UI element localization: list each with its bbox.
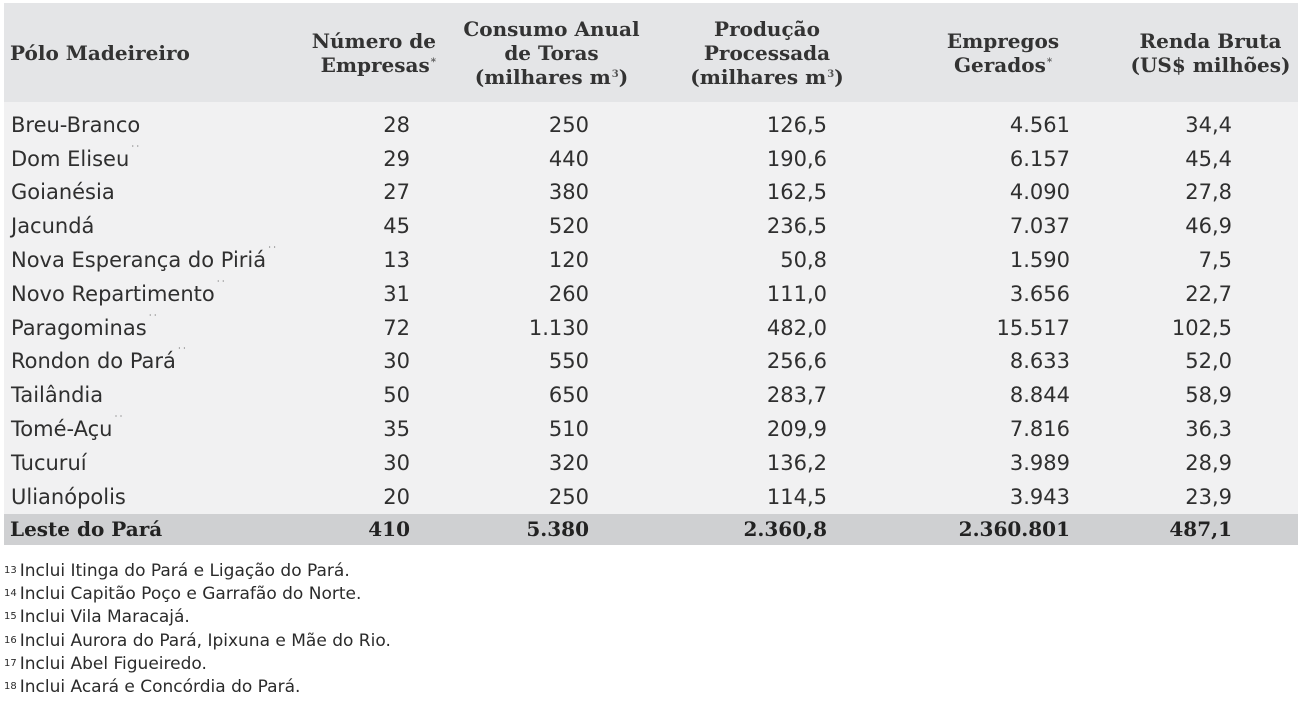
table-row [4, 378, 1298, 412]
cell-consumo: 120 [444, 243, 669, 277]
cell-consumo: 520 [444, 209, 669, 243]
footnotes [4, 560, 391, 699]
cell-renda: 22,7 [1113, 277, 1298, 311]
cell-empresas: 45 [304, 209, 444, 243]
cell-producao: 209,9 [669, 412, 901, 446]
footnote-number: 17 [4, 657, 17, 669]
footnote-ref-mark: ˙˙ [176, 347, 187, 359]
cell-polo-name: Dom Eliseu˙˙ [4, 142, 304, 176]
table-row [4, 243, 1298, 277]
cell-total-empregos: 2.360.801 [901, 514, 1113, 545]
footnote-ref-mark: ˙˙ [267, 246, 278, 258]
cell-producao: 256,6 [669, 345, 901, 379]
cell-consumo: 320 [444, 446, 669, 480]
cell-renda: 34,4 [1113, 102, 1298, 142]
footnote-number: 14 [4, 588, 17, 600]
table-row [4, 412, 1298, 446]
cell-consumo: 510 [444, 412, 669, 446]
cell-empresas: 31 [304, 277, 444, 311]
footnote-number: 15 [4, 611, 17, 623]
footnote-text: Inclui Abel Figueiredo. [19, 653, 207, 674]
cell-producao: 136,2 [669, 446, 901, 480]
footnote-number: 16 [4, 634, 17, 646]
cell-empresas: 13 [304, 243, 444, 277]
cell-polo-name: Rondon do Pará˙˙ [4, 345, 304, 379]
cell-renda: 58,9 [1113, 378, 1298, 412]
cell-polo-name: Nova Esperança do Piriá˙˙ [4, 243, 304, 277]
cell-empresas: 27 [304, 176, 444, 210]
cell-total-name: Leste do Pará [4, 514, 304, 545]
cell-renda: 27,8 [1113, 176, 1298, 210]
cell-empresas: 72 [304, 311, 444, 345]
cell-empresas: 29 [304, 142, 444, 176]
table-row [4, 446, 1298, 480]
cell-producao: 111,0 [669, 277, 901, 311]
cell-polo-name: Novo Repartimento˙˙ [4, 277, 304, 311]
table-row [4, 311, 1298, 345]
cell-total-renda: 487,1 [1113, 514, 1298, 545]
cell-empresas: 28 [304, 102, 444, 142]
cell-empresas: 30 [304, 345, 444, 379]
cell-producao: 126,5 [669, 102, 901, 142]
table-row [4, 176, 1298, 210]
cell-empresas: 30 [304, 446, 444, 480]
cell-empregos: 1.590 [901, 243, 1113, 277]
cell-renda: 28,9 [1113, 446, 1298, 480]
cell-renda: 7,5 [1113, 243, 1298, 277]
cell-total-consumo: 5.380 [444, 514, 669, 545]
cell-total-empresas: 410 [304, 514, 444, 545]
cell-renda: 52,0 [1113, 345, 1298, 379]
header-renda-bruta: Renda Bruta (US$ milhões) [1113, 3, 1298, 102]
footnote-text: Inclui Vila Maracajá. [19, 607, 190, 628]
cell-empregos: 7.037 [901, 209, 1113, 243]
cell-renda: 46,9 [1113, 209, 1298, 243]
cell-empregos: 7.816 [901, 412, 1113, 446]
footnote-text: Inclui Aurora do Pará, Ipixuna e Mãe do Rio. [19, 630, 391, 651]
cell-polo-name: Tomé-Açu˙˙ [4, 412, 304, 446]
cell-total-producao: 2.360,8 [669, 514, 901, 545]
table-row [4, 142, 1298, 176]
cell-empregos: 4.090 [901, 176, 1113, 210]
cell-empregos: 8.633 [901, 345, 1113, 379]
footnote-text: Inclui Itinga do Pará e Ligação do Pará. [19, 561, 350, 581]
cell-polo-name: Ulianópolis [4, 480, 304, 514]
cell-consumo: 260 [444, 277, 669, 311]
cell-renda: 102,5 [1113, 311, 1298, 345]
cell-polo-name: Tucuruí [4, 446, 304, 480]
header-mark: * [430, 56, 436, 68]
table-row [4, 209, 1298, 243]
cell-polo-name: Goianésia [4, 176, 304, 210]
cell-polo-name: Paragominas˙˙ [4, 311, 304, 345]
header-producao-processada: Produção Processada (milhares $m^3$) [669, 3, 901, 102]
header-empregos-gerados: Empregos Gerados* [901, 3, 1113, 102]
cell-empresas: 20 [304, 480, 444, 514]
cell-producao: 162,5 [669, 176, 901, 210]
cell-producao: 190,6 [669, 142, 901, 176]
cell-polo-name: Breu-Branco [4, 102, 304, 142]
cell-empregos: 3.656 [901, 277, 1113, 311]
cell-empresas: 35 [304, 412, 444, 446]
footnote-number: 13 [4, 565, 17, 576]
cell-consumo: 550 [444, 345, 669, 379]
footnote-ref-mark: ˙˙ [215, 279, 226, 291]
table-header-row [4, 3, 1298, 102]
cell-producao: 50,8 [669, 243, 901, 277]
header-polo-madeireiro: Pólo Madeireiro [4, 3, 304, 102]
cell-polo-name: Jacundá [4, 209, 304, 243]
header-consumo-anual: Consumo Anual de Toras (milhares $m^3$) [444, 3, 669, 102]
cell-consumo: 650 [444, 378, 669, 412]
timber-pole-table [4, 3, 1298, 545]
cell-consumo: 250 [444, 480, 669, 514]
cell-empregos: 3.943 [901, 480, 1113, 514]
cell-consumo: 1.130 [444, 311, 669, 345]
footnote-text: Inclui Capitão Poço e Garrafão do Norte. [19, 584, 362, 605]
cell-producao: 283,7 [669, 378, 901, 412]
footnote-text: Inclui Acará e Concórdia do Pará. [19, 677, 301, 698]
cell-consumo: 380 [444, 176, 669, 210]
cell-polo-name: Tailândia [4, 378, 304, 412]
footnote-ref-mark: ˙˙ [113, 415, 124, 427]
cell-producao: 482,0 [669, 311, 901, 345]
header-numero-empresas: Número de Empresas* [304, 3, 444, 102]
footnote-item [4, 630, 391, 653]
cell-consumo: 250 [444, 102, 669, 142]
cell-empregos: 4.561 [901, 102, 1113, 142]
table-row [4, 345, 1298, 379]
footnote-ref-mark: ˙˙ [147, 313, 158, 325]
table-body [4, 102, 1298, 545]
footnote-ref-mark: ˙˙ [130, 144, 141, 156]
table-row [4, 277, 1298, 311]
footnote-item [4, 676, 391, 699]
table-total-row [4, 514, 1298, 545]
cell-empregos: 15.517 [901, 311, 1113, 345]
footnote-item [4, 560, 391, 583]
cell-consumo: 440 [444, 142, 669, 176]
cell-empregos: 8.844 [901, 378, 1113, 412]
cell-producao: 236,5 [669, 209, 901, 243]
footnote-item [4, 653, 391, 676]
cell-renda: 36,3 [1113, 412, 1298, 446]
cell-producao: 114,5 [669, 480, 901, 514]
footnote-number: 18 [4, 681, 17, 693]
cell-empregos: 3.989 [901, 446, 1113, 480]
cell-renda: 23,9 [1113, 480, 1298, 514]
cell-renda: 45,4 [1113, 142, 1298, 176]
footnote-item [4, 606, 391, 629]
footnote-item [4, 583, 391, 606]
table-row [4, 102, 1298, 142]
table-row [4, 480, 1298, 514]
cell-empregos: 6.157 [901, 142, 1113, 176]
cell-empresas: 50 [304, 378, 444, 412]
